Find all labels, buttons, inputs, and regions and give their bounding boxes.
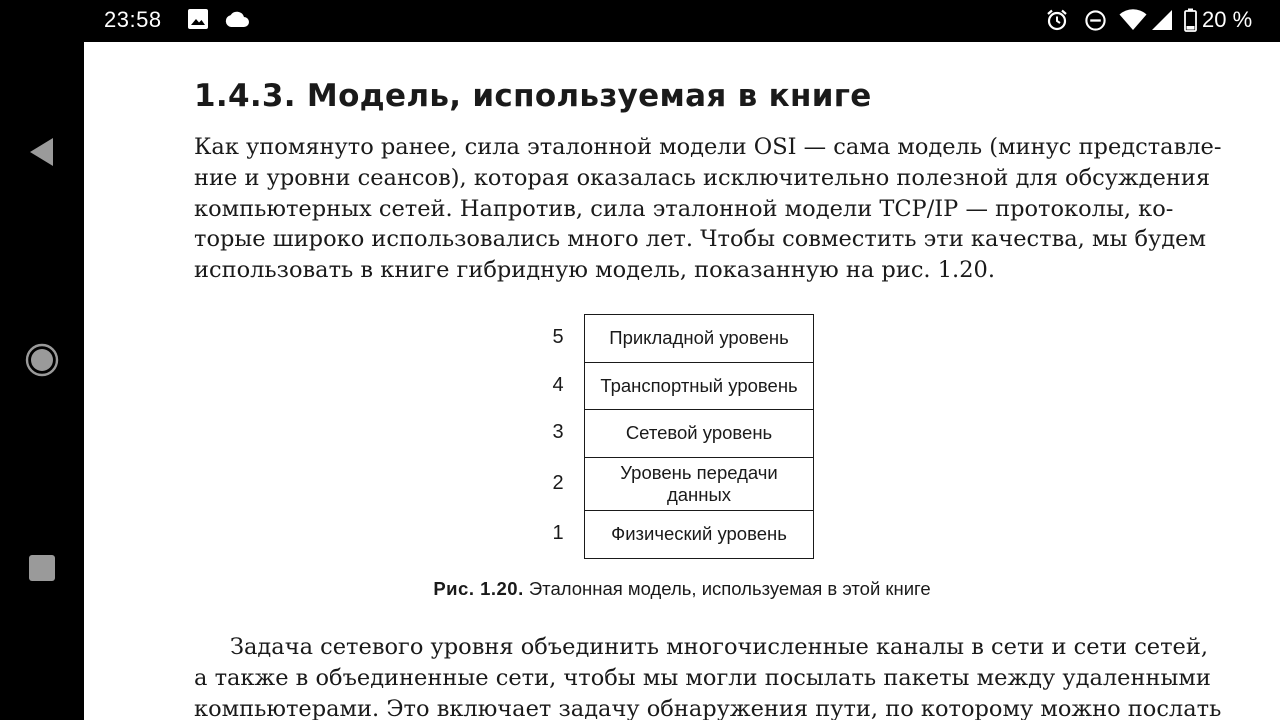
layer-network: Сетевой уровень	[585, 410, 813, 458]
layer-physical: Физический уровень	[611, 523, 787, 545]
layer-number: 5	[552, 326, 564, 348]
layer-application: Прикладной уровень	[585, 315, 813, 363]
cloud-icon	[224, 10, 250, 33]
back-icon	[28, 136, 56, 168]
cell-signal-icon	[1151, 9, 1173, 36]
layer-data-link-label: Уровень передачи данных	[620, 461, 778, 505]
layer-transport: Транспортный уровень	[585, 363, 813, 411]
battery-icon	[1184, 8, 1197, 37]
recents-icon	[28, 554, 56, 582]
text-line: компьютерных сетей. Напротив, сила эталонной модели TCP/IP — протоколы, ко-	[194, 195, 1174, 222]
layer-number: 4	[552, 374, 564, 396]
status-time: 23:58	[104, 7, 162, 32]
layer-number: 1	[552, 522, 564, 544]
do-not-disturb-icon	[1084, 9, 1107, 37]
layer-number: 2	[552, 472, 564, 494]
home-button[interactable]	[22, 340, 62, 380]
text-line: торые широко использовались много лет. Чтобы совместить эти качества, мы будем	[194, 226, 1206, 253]
layer-number: 3	[552, 421, 564, 443]
text-line	[194, 632, 1209, 663]
figure-caption	[84, 578, 1280, 600]
layer-data-link	[585, 458, 813, 511]
figure-caption-text: Эталонная модель, используемая в этой книге	[523, 578, 931, 599]
alarm-icon	[1045, 8, 1069, 37]
text-line: использовать в книге гибридную модель, показанную на рис. 1.20.	[194, 257, 995, 284]
status-bar	[0, 0, 1280, 42]
layer-stack	[584, 314, 814, 559]
recents-button[interactable]	[22, 548, 62, 588]
text-line: компьютерами. Это включает задачу обнаружения пути, по которому можно послать	[194, 695, 1222, 720]
paragraph-intro	[194, 132, 1222, 286]
text-line-content: Задача сетевого уровня объединить многочисленные каналы в сети и сети сетей,	[230, 634, 1209, 660]
text-line: Как упомянуто ранее, сила эталонной модели OSI — сама модель (минус представле-	[194, 134, 1222, 160]
paragraph-network-layer	[194, 632, 1222, 720]
figure-caption-label: Рис. 1.20.	[433, 578, 524, 599]
navigation-bar	[0, 42, 84, 720]
image-icon	[187, 8, 209, 35]
battery-percentage: 20 %	[1202, 7, 1253, 32]
home-icon	[25, 343, 59, 377]
text-line: ние и уровни сеансов), которая оказалась исключительно полезной для обсуждения	[194, 164, 1211, 191]
back-button[interactable]	[22, 132, 62, 172]
wifi-icon	[1119, 9, 1147, 36]
book-page	[84, 42, 1280, 720]
section-heading: 1.4.3. Модель, используемая в книге	[194, 78, 872, 114]
text-line: а также в объединенные сети, чтобы мы могли посылать пакеты между удаленными	[194, 664, 1211, 691]
